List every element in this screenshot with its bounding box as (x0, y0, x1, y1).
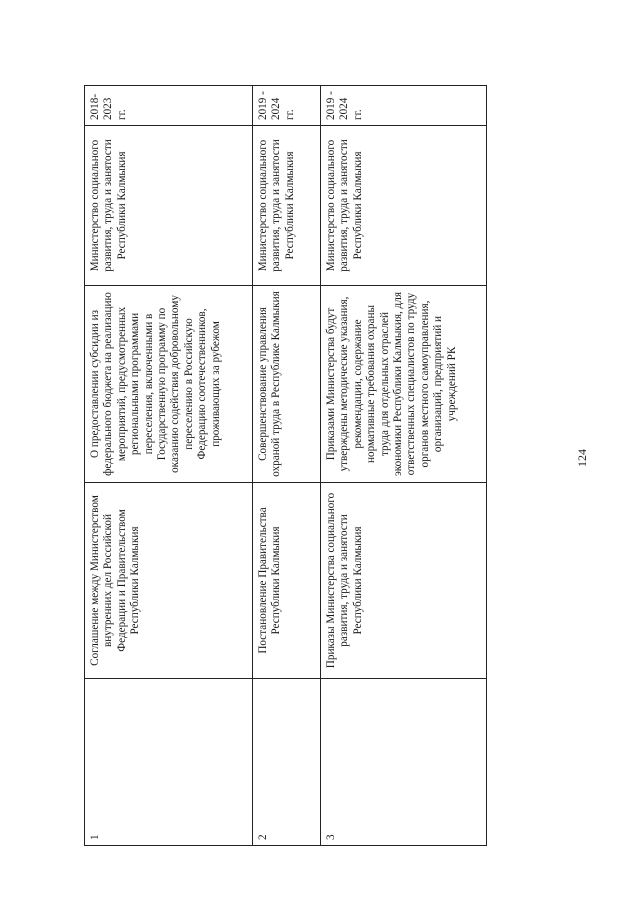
row-number: 3 (321, 679, 487, 846)
executor-cell: Министерство социального развития, труда и занятости Республики Калмыкия (253, 126, 321, 286)
period-cell: 2019 - 2024 гг. (321, 86, 487, 126)
document-cell: Приказы Министерства социального развития, труда и занятости Республики Калмыкия (321, 483, 487, 679)
table-row (85, 86, 253, 846)
content-cell: О предоставлении субсидии из федерального бюджета на реализацию мероприятий, предусмотренных региональными программами переселения, включенными в Государственную программу по оказанию содействия добровольному переселению в Российскую Федерацию соотечественников, проживающих за рубежом (85, 286, 253, 483)
table-row (253, 86, 321, 846)
measures-table (84, 85, 487, 846)
table-row (321, 86, 487, 846)
period-cell: 2019 - 2024 гг. (253, 86, 321, 126)
page-number: 124 (575, 449, 589, 467)
content-cell: Приказами Министерства будут утверждены методические указания, рекомендации, содержание нормативные требования охраны труда для отдельных отраслей экономики Республики Калмыкия, для ответственных специалистов по труду органов местного самоуправления, организаций, предприятий и учреждений РК (321, 286, 487, 483)
document-cell: Соглашение между Министерством внутренних дел Российской Федерации и Правительством Республики Калмыкия (85, 483, 253, 679)
executor-cell: Министерство социального развития, труда и занятости Республики Калмыкия (321, 126, 487, 286)
document-cell: Постановление Правительства Республики Калмыкия (253, 483, 321, 679)
period-cell: 2018-2023 гг. (85, 86, 253, 126)
content-cell: Совершенствование управления охраной труда в Республике Калмыкия (253, 286, 321, 483)
row-number: 2 (253, 679, 321, 846)
executor-cell: Министерство социального развития, труда и занятости Республики Калмыкия (85, 126, 253, 286)
rotated-table-block (84, 86, 486, 846)
row-number: 1 (85, 679, 253, 846)
